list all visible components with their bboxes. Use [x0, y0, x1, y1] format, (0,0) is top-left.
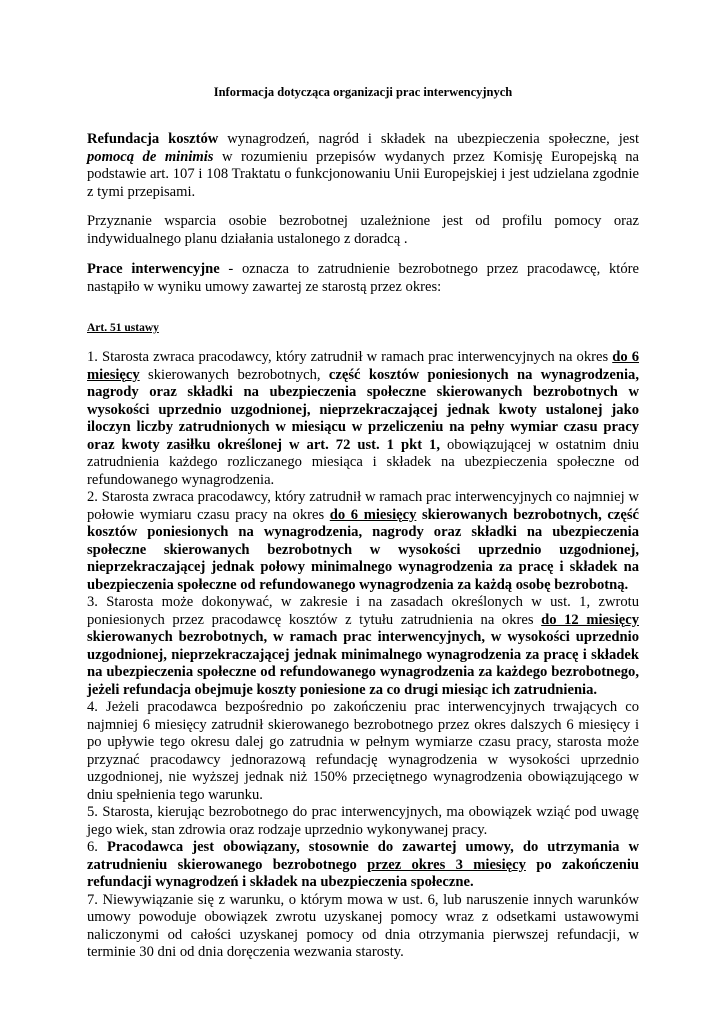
intro-paragraph-support: Przyznanie wsparcia osobie bezrobotnej uzależnione jest od profilu pomocy oraz indywidualnego planu działania ustalonego z doradcą . [87, 213, 639, 247]
point-1 [87, 349, 639, 489]
point-3 [87, 594, 639, 699]
refund-text-b: w rozumieniu przepisów wydanych przez Komisję Europejską na podstawie art. 107 i 108 Traktatu o funkcjonowaniu Unii Europejskiej i jest udzielana zgodnie z tymi przepisami. [87, 148, 639, 200]
intro-paragraph-definition [87, 261, 639, 296]
point-4: 4. Jeżeli pracodawca bezpośrednio po zakończeniu prac interwencyjnych trwających co najmniej 6 miesięcy zatrudnił skierowanego bezrobotnego przez okres dalszych 6 miesięcy i po upływie tego okresu dalej go zatrudnia w pełnym wymiarze czasu pracy, starosta może przyznać pracodawcy jednorazową refundację wynagrodzenia w wysokości uprzednio uzgodnionej, nie wyższej jednak niż 150% przeciętnego wynagrodzenia obowiązującego w dniu spełnienia tego warunku. [87, 699, 639, 803]
document-title: Informacja dotycząca organizacji prac interwencyjnych [213, 85, 513, 99]
point-2 [87, 489, 639, 594]
point-2-text-a: 2. Starosta zwraca pracodawcy, który zatrudnił w ramach prac interwencyjnych co najmniej w połowie wymiaru czasu pracy na okres [87, 489, 639, 523]
point-5: 5. Starosta, kierując bezrobotnego do prac interwencyjnych, ma obowiązek wziąć pod uwagę jego wiek, stan zdrowia oraz rodzaje uprzednio wykonywanej pracy. [87, 804, 639, 838]
point-6-period: przez okres 3 miesięcy [367, 856, 526, 873]
point-6-number: 6. [87, 839, 107, 855]
point-1-text-c: obowiązującej w ostatnim dniu zatrudnienia każdego rozliczanego miesiąca i składek na ubezpieczenia społeczne od refundowanego wynagrodzenia. [87, 436, 639, 488]
de-minimis-term: pomocą de minimis [87, 148, 214, 165]
refund-text-a: wynagrodzeń, nagród i składek na ubezpieczenia społeczne, jest [218, 131, 639, 147]
point-3-bold: skierowanych bezrobotnych, w ramach prac interwencyjnych, w wysokości uprzednio uzgodnionej, nieprzekraczającej jednak minimalnego wynagrodzenia za pracę i składek na ubezpieczenia społeczne od refundowanego wynagrodzenia za każdego bezrobotnego, jeżeli refundacja obejmuje koszty poniesione za co drugi miesiąc ich zatrudnienia. [87, 629, 639, 698]
point-1-bold: część kosztów poniesionych na wynagrodzenia, nagrody oraz składki na ubezpieczenia społeczne skierowanych bezrobotnych w wysokości uprzednio uzgodnionej, nieprzekraczającej jednak kwoty ustalonej jako iloczyn liczby zatrudnionych w miesiącu w przeliczeniu na pełny wymiar czasu pracy oraz kwoty zasiłku określonej w art. 72 ust. 1 pkt 1, [87, 366, 639, 453]
point-1-period: do 6 miesięcy [87, 349, 639, 383]
point-1-text-a: 1. Starosta zwraca pracodawcy, który zatrudnił w ramach prac interwencyjnych na okres [87, 349, 613, 365]
intro-paragraph-refund [87, 131, 639, 201]
point-7: 7. Niewywiązanie się z warunku, o którym mowa w ust. 6, lub naruszenie innych warunków umowy powoduje obowiązek zwrotu uzyskanej pomocy wraz z odsetkami ustawowymi naliczonymi od całości uzyskanej pomocy od dnia otrzymania pierwszej refundacji, w terminie 30 dni od dnia doręczenia wezwania starosty. [87, 891, 639, 960]
point-6-bold-b: po zakończeniu refundacji wynagrodzeń i składek na ubezpieczenia społeczne. [87, 856, 639, 890]
article-points [87, 349, 639, 962]
definition-text: - oznacza to zatrudnienie bezrobotnego przez pracodawcę, które nastąpiło w wyniku umowy zawartej ze starostą przez okres: [87, 261, 640, 295]
article-heading: Art. 51 ustawy [87, 322, 159, 334]
point-3-text-a: 3. Starosta może dokonywać, w zakresie i na zasadach określonych w ust. 1, zwrotu poniesionych przez pracodawcę kosztów z tytułu zatrudnienia na okres [87, 594, 639, 628]
point-6 [87, 839, 639, 892]
point-2-period: do 6 miesięcy [329, 506, 417, 523]
point-6-bold-a: Pracodawca jest obowiązany, stosownie do zawartej umowy, do utrzymania w zatrudnieniu skierowanego bezrobotnego [87, 839, 639, 873]
refund-term: Refundacja kosztów [87, 131, 219, 147]
point-2-bold: skierowanych bezrobotnych, część kosztów poniesionych na wynagrodzenia, nagrody oraz składki na ubezpieczenia społeczne skierowanych bezrobotnych w wysokości uprzednio uzgodnionej, nieprzekraczającej jednak połowy minimalnego wynagrodzenia za pracę i składek na ubezpieczenia społeczne od refundowanego wynagrodzenia za każdą osobę bezrobotną. [87, 506, 639, 593]
point-1-text-b: skierowanych bezrobotnych, [139, 366, 329, 383]
definition-term: Prace interwencyjne [87, 261, 220, 277]
point-3-period: do 12 miesięcy [541, 611, 639, 628]
